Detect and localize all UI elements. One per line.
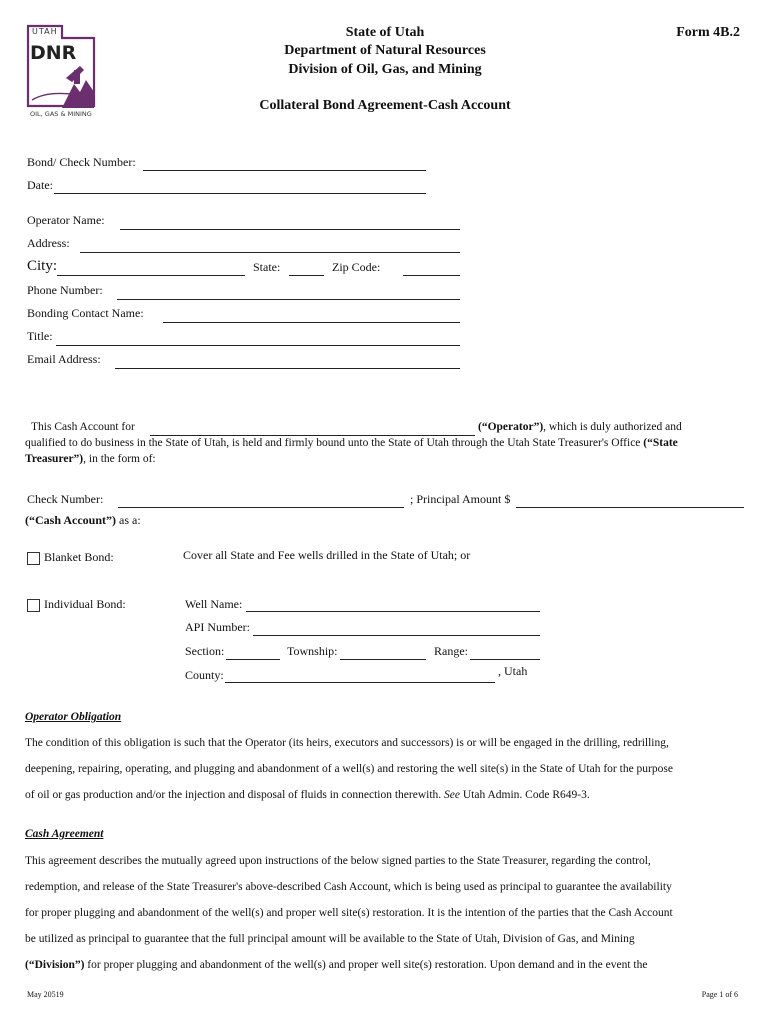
individual-bond-label: Individual Bond: — [44, 597, 126, 611]
operator-obligation-text — [25, 730, 745, 808]
header-division: Division of Oil, Gas, and Mining — [288, 62, 482, 77]
bonding-contact-field[interactable] — [163, 322, 460, 323]
phone-label: Phone Number: — [27, 283, 103, 297]
cash-account-tag: (“Cash Account”) — [25, 513, 117, 527]
county-field[interactable] — [225, 682, 495, 683]
operator-name-field[interactable] — [120, 229, 460, 230]
individual-bond-checkbox[interactable] — [27, 599, 40, 612]
city-field[interactable] — [57, 275, 245, 276]
footer-date: May 20519 — [27, 990, 64, 999]
email-field[interactable] — [115, 368, 460, 369]
state-label: State: — [253, 260, 281, 274]
treasurer-tag1: (“State — [643, 437, 678, 449]
bond-check-field[interactable] — [143, 170, 426, 171]
header-state: State of Utah — [345, 25, 425, 40]
obligation-line1: The condition of this obligation is such that the Operator (its heirs, executors and successors) is or will be engaged in the drilling, redrilling, — [25, 737, 669, 749]
address-label: Address: — [27, 236, 70, 250]
phone-field[interactable] — [117, 299, 460, 300]
city-label: City: — [27, 258, 58, 274]
blanket-bond-description: Cover all State and Fee wells drilled in the State of Utah; or — [183, 548, 471, 562]
header-department: Department of Natural Resources — [284, 43, 486, 58]
range-field[interactable] — [470, 659, 540, 660]
footer-page-number: Page 1 of 6 — [701, 990, 738, 999]
check-number-field[interactable] — [118, 507, 404, 508]
section-field[interactable] — [226, 659, 280, 660]
section-label: Section: — [185, 644, 225, 658]
well-name-field[interactable] — [246, 611, 540, 612]
division-tag: (“Division”) — [25, 959, 85, 971]
agreement-line2: redemption, and release of the State Treasurer's above-described Cash Account, which is being used as principal to guarantee the availability — [25, 881, 672, 893]
operator-name-label: Operator Name: — [27, 213, 105, 227]
operator-obligation-heading: Operator Obligation — [25, 711, 122, 723]
intro-line3 — [25, 453, 156, 465]
zip-field[interactable] — [403, 275, 460, 276]
date-label: Date: — [27, 178, 53, 192]
as-a-text: as a: — [119, 513, 141, 527]
agreement-line3: for proper plugging and abandonment of the well(s) and proper well site(s) restoration. It is the intention of the parties that the Cash Account — [25, 907, 673, 919]
well-name-label: Well Name: — [185, 597, 243, 611]
email-label: Email Address: — [27, 352, 101, 366]
township-field[interactable] — [340, 659, 426, 660]
operator-account-field[interactable] — [150, 435, 475, 436]
zip-label: Zip Code: — [332, 260, 381, 274]
agreement-line1: This agreement describes the mutually agreed upon instructions of the below signed parties to the State Treasurer, regarding the control, — [25, 855, 651, 867]
obligation-line3a: of oil or gas production and/or the injection and disposal of fluids in connection therewith. — [25, 789, 442, 801]
operator-tag: (“Operator”) — [478, 421, 544, 433]
county-utah-suffix: , Utah — [498, 664, 528, 678]
obligation-line3 — [25, 782, 745, 808]
range-label: Range: — [434, 644, 468, 658]
treasurer-tag2: Treasurer”) — [25, 453, 84, 465]
intro-operator-line — [478, 421, 682, 433]
principal-amount-field[interactable] — [516, 507, 744, 508]
state-field[interactable] — [289, 275, 324, 276]
blanket-bond-checkbox[interactable] — [27, 552, 40, 565]
date-field[interactable] — [54, 193, 426, 194]
bonding-contact-label: Bonding Contact Name: — [27, 306, 144, 320]
agreement-line5 — [25, 952, 745, 978]
see-text: See — [444, 789, 460, 801]
intro-line2-text: qualified to do business in the State of Utah, is held and firmly bound unto the State of Utah through the Utah State Treasurer's Office — [25, 437, 641, 449]
agreement-line4: be utilized as principal to guarantee that the full principal amount will be available to the State of Utah, Division of Gas, and Mining — [25, 933, 635, 945]
intro-line2 — [25, 437, 678, 449]
logo-dnr-text: DNR — [30, 42, 77, 64]
intro-rest3: , in the form of: — [83, 453, 156, 465]
blanket-bond-label: Blanket Bond: — [44, 550, 114, 564]
cash-agreement-heading: Cash Agreement — [25, 828, 104, 840]
agreement-line5-text: for proper plugging and abandonment of the well(s) and proper well site(s) restoration. Upon demand and in the event the — [87, 959, 648, 971]
cash-agreement-text — [25, 848, 745, 978]
township-label: Township: — [287, 644, 338, 658]
principal-label: ; Principal Amount $ — [410, 492, 511, 506]
intro-lead: This Cash Account for — [31, 421, 135, 433]
cash-account-line — [25, 513, 141, 528]
county-label: County: — [185, 668, 224, 682]
check-number-label: Check Number: — [27, 492, 104, 506]
obligation-line3b: Utah Admin. Code R649-3. — [462, 789, 590, 801]
obligation-line2: deepening, repairing, operating, and plugging and abandonment of a well(s) and restoring the well site(s) in the State of Utah for the purpose — [25, 763, 673, 775]
title-label: Title: — [27, 329, 53, 343]
bond-check-label: Bond/ Check Number: — [27, 155, 136, 169]
form-number: Form 4B.2 — [676, 25, 740, 40]
api-number-field[interactable] — [253, 635, 540, 636]
address-field[interactable] — [80, 252, 460, 253]
form-title: Collateral Bond Agreement-Cash Account — [259, 98, 511, 113]
api-number-label: API Number: — [185, 620, 250, 634]
logo-ogm-text: OIL, GAS & MINING — [30, 110, 92, 118]
title-field[interactable] — [56, 345, 460, 346]
logo-utah-text: UTAH — [32, 27, 58, 36]
intro-rest1: , which is duly authorized and — [543, 421, 682, 433]
